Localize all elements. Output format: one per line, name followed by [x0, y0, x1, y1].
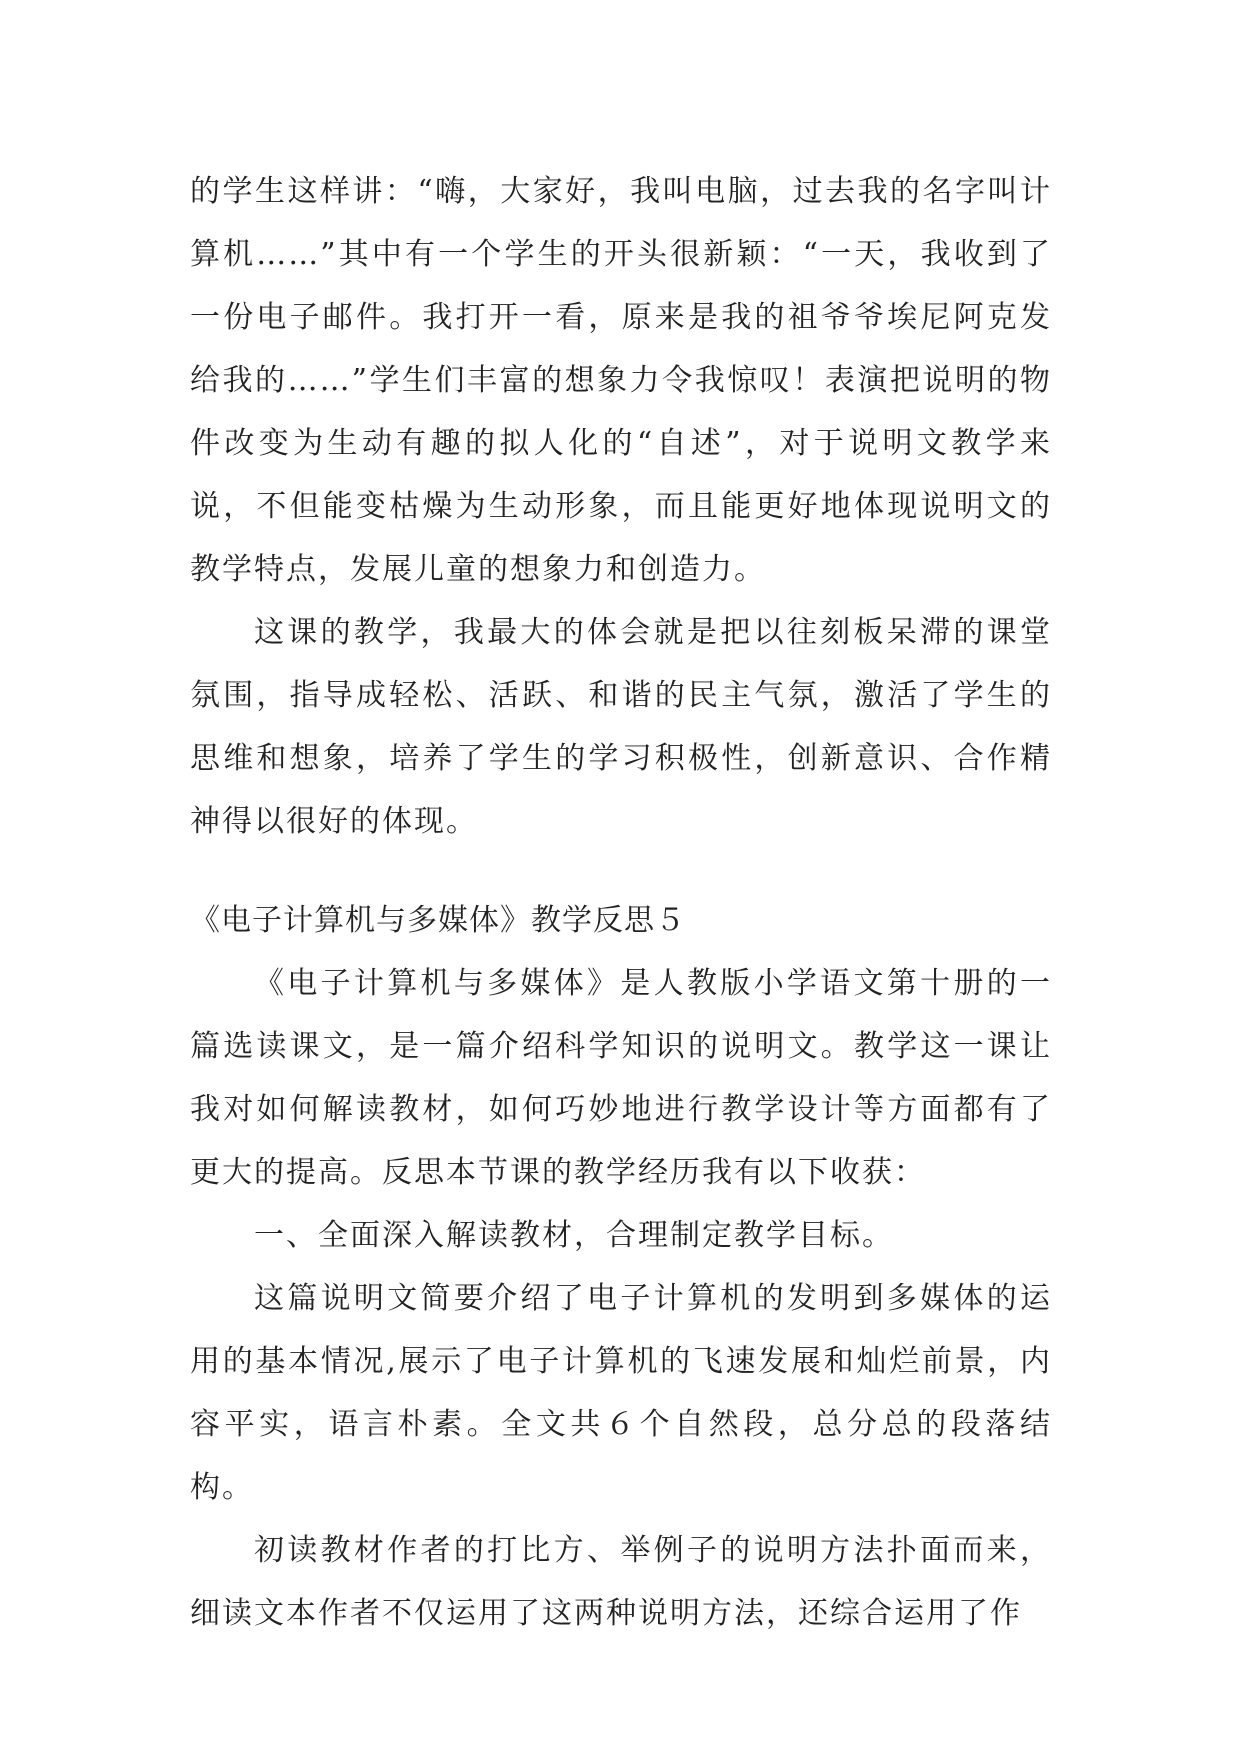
document-body — [190, 160, 1052, 1645]
paragraph-intro: 《电子计算机与多媒体》是人教版小学语文第十册的一篇选读课文，是一篇介绍科学知识的说明文。教学这一课让我对如何解读教材，如何巧妙地进行教学设计等方面都有了更大的提高。反思本节课的教学经历我有以下收获： — [190, 966, 1052, 1190]
section-title: 《电子计算机与多媒体》教学反思５ — [190, 903, 686, 938]
paragraph-text-overview: 这篇说明文简要介绍了电子计算机的发明到多媒体的运用的基本情况,展示了电子计算机的飞速发展和灿烂前景，内容平实，语言朴素。全文共６个自然段，总分总的段落结构。 — [190, 1281, 1052, 1505]
paragraph-point-one: 一、全面深入解读教材，合理制定教学目标。 — [254, 1218, 894, 1253]
paragraph-reading-methods: 初读教材作者的打比方、举例子的说明方法扑面而来，细读文本作者不仅运用了这两种说明方法，还综合运用了作 — [190, 1533, 1052, 1631]
paragraph-reflection-summary: 这课的教学，我最大的体会就是把以往刻板呆滞的课堂氛围，指导成轻松、活跃、和谐的民主气氛，激活了学生的思维和想象，培养了学生的学习积极性，创新意识、合作精神得以很好的体现。 — [190, 615, 1052, 839]
paragraph-continued: 的学生这样讲：“嗨，大家好，我叫电脑，过去我的名字叫计算机……”其中有一个学生的开头很新颖：“一天，我收到了一份电子邮件。我打开一看，原来是我的祖爷爷埃尼阿克发给我的……”学生们丰富的想象力令我惊叹！表演把说明的物件改变为生动有趣的拟人化的“自述”，对于说明文教学来说，不但能变枯燥为生动形象，而且能更好地体现说明文的教学特点，发展儿童的想象力和创造力。 — [190, 174, 1052, 587]
